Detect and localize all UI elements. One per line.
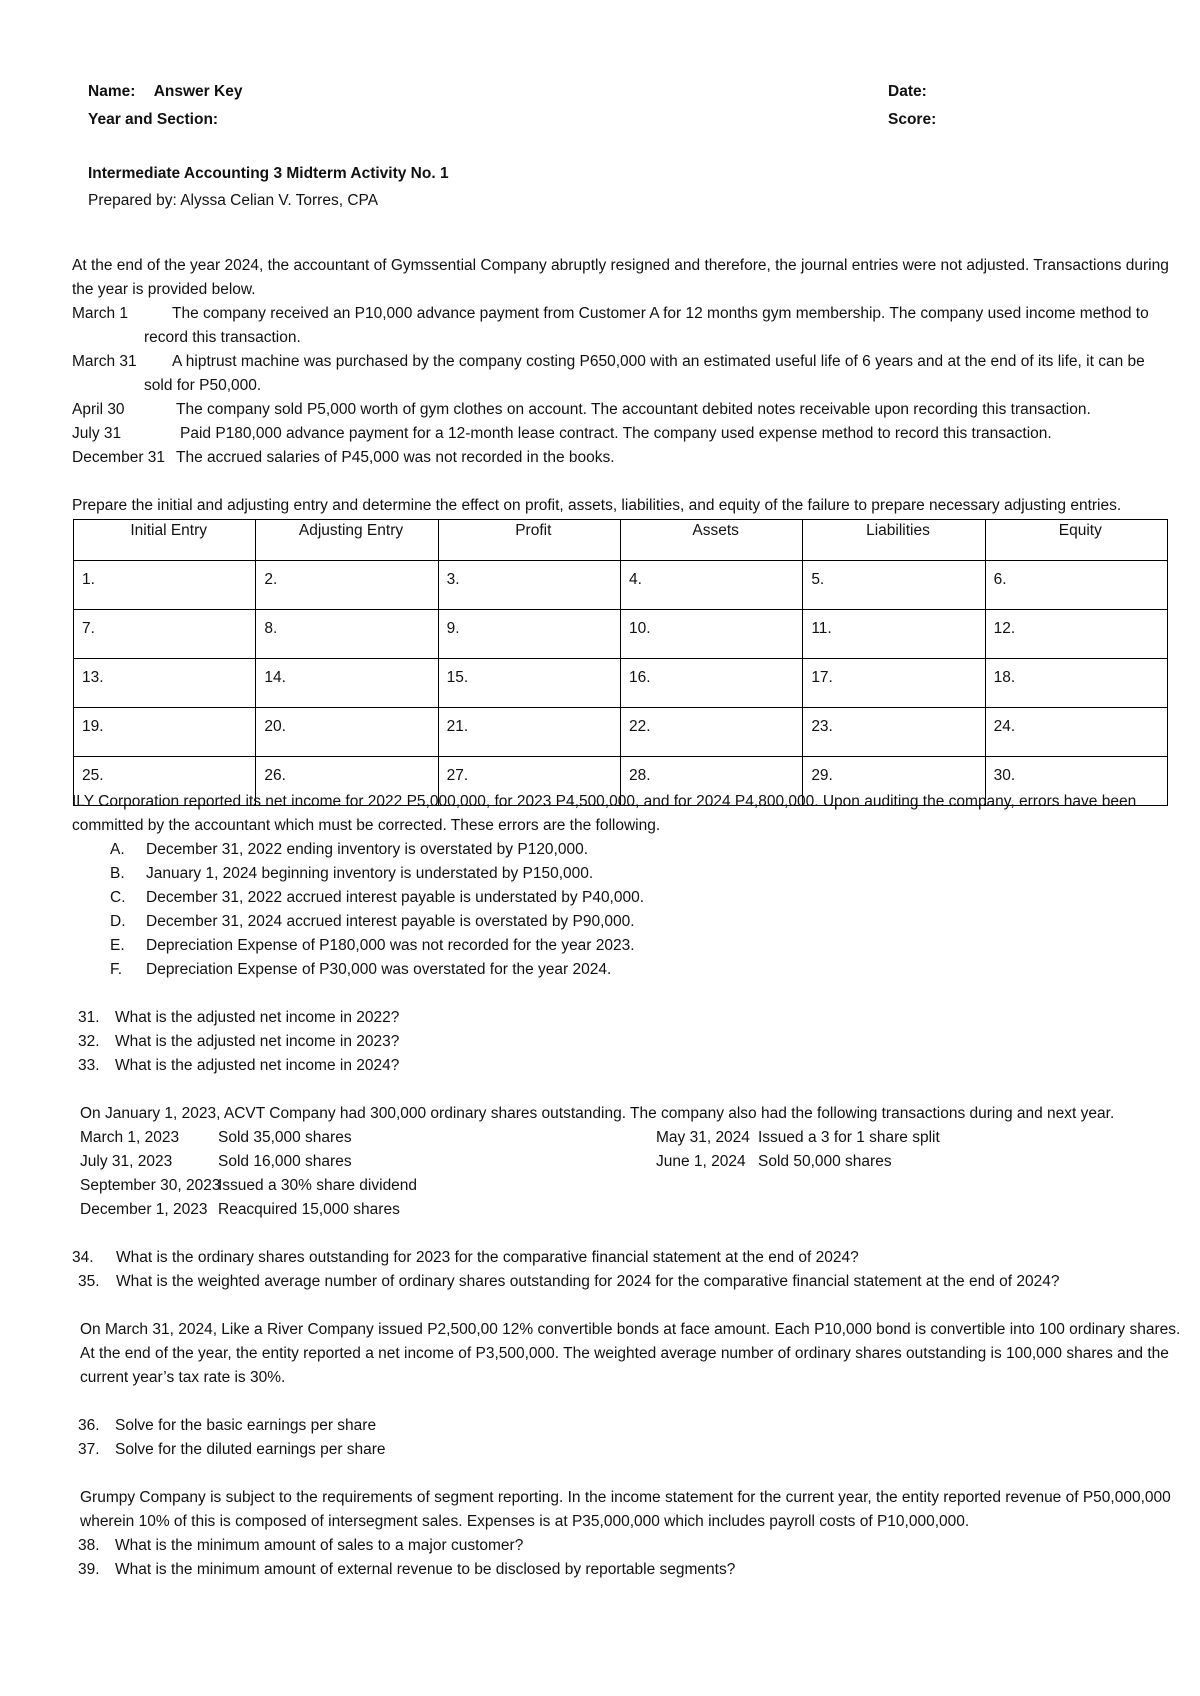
question-39: [78, 1558, 735, 1582]
answer-cell[interactable]: 10.: [620, 610, 802, 659]
question-34: [72, 1246, 859, 1270]
answer-table: [73, 519, 1168, 806]
header-initial-entry: Initial Entry: [74, 520, 256, 561]
error-letter: A.: [110, 841, 125, 858]
ily-line-2: committed by the accountant which must be corrected. These errors are the following.: [72, 817, 661, 834]
question-number: 33.: [78, 1057, 100, 1074]
question-text: What is the ordinary shares outstanding for 2023 for the comparative financial statement at the end of 2024?: [116, 1249, 859, 1266]
question-number: 38.: [78, 1537, 100, 1554]
acvt-transaction: [80, 1174, 417, 1198]
grumpy-line-2: wherein 10% of this is composed of intersegment sales. Expenses is at P35,000,000 which includes payroll costs of P10,000,000.: [80, 1513, 970, 1530]
prepared-by: Prepared by: Alyssa Celian V. Torres, CPA: [88, 192, 379, 209]
question-35: [78, 1270, 1060, 1294]
table-row: [74, 610, 1168, 659]
transaction-date: July 31: [72, 425, 122, 442]
question-number: 37.: [78, 1441, 100, 1458]
table-row: [74, 561, 1168, 610]
error-text: December 31, 2022 accrued interest payable is understated by P40,000.: [146, 889, 645, 906]
answer-cell[interactable]: 12.: [985, 610, 1167, 659]
transaction-5: [72, 446, 615, 470]
answer-cell[interactable]: 19.: [74, 708, 256, 757]
error-letter: F.: [110, 961, 123, 978]
list-item: [110, 934, 635, 958]
transaction-date: December 1, 2023: [80, 1201, 208, 1218]
acvt-transaction: [80, 1150, 352, 1174]
river-line-1: On March 31, 2024, Like a River Company issued P2,500,00 12% convertible bonds at face amount. Each P10,000 bond is convertible into 100 ordinary shares.: [80, 1321, 1181, 1338]
transaction-date: July 31, 2023: [80, 1153, 173, 1170]
transaction-text: Paid P180,000 advance payment for a 12-month lease contract. The company used expense method to record this transaction.: [180, 425, 1052, 442]
error-letter: D.: [110, 913, 126, 930]
table-instruction: Prepare the initial and adjusting entry and determine the effect on profit, assets, liabilities, and equity of the failure to prepare necessary adjusting entries.: [72, 497, 1122, 514]
name-line: [88, 80, 242, 104]
question-number: 35.: [78, 1273, 100, 1290]
answer-cell[interactable]: 25.: [74, 757, 256, 806]
river-line-2: At the end of the year, the entity reported a net income of P3,500,000. The weighted average number of ordinary shares outstanding is 100,000 shares and the: [80, 1345, 1169, 1362]
header-equity: Equity: [985, 520, 1167, 561]
year-section-label: Year and Section:: [88, 111, 219, 128]
answer-cell[interactable]: 4.: [620, 561, 802, 610]
error-text: December 31, 2024 accrued interest payable is overstated by P90,000.: [146, 913, 635, 930]
list-item: [110, 862, 593, 886]
answer-cell[interactable]: 21.: [438, 708, 620, 757]
question-text: Solve for the diluted earnings per share: [115, 1441, 386, 1458]
error-text: December 31, 2022 ending inventory is overstated by P120,000.: [146, 841, 589, 858]
acvt-transaction: [656, 1150, 892, 1174]
transaction-text: Reacquired 15,000 shares: [218, 1201, 400, 1218]
list-item: [110, 958, 611, 982]
answer-cell[interactable]: 24.: [985, 708, 1167, 757]
acvt-intro: On January 1, 2023, ACVT Company had 300,000 ordinary shares outstanding. The company also had the following transactions during and next year.: [80, 1105, 1115, 1122]
intro-line-1: At the end of the year 2024, the accountant of Gymssential Company abruptly resigned and therefore, the journal entries were not adjusted. Transactions during: [72, 257, 1169, 274]
intro-line-2: the year is provided below.: [72, 281, 256, 298]
answer-cell[interactable]: 8.: [256, 610, 438, 659]
acvt-transaction: [80, 1198, 400, 1222]
answer-cell[interactable]: 6.: [985, 561, 1167, 610]
error-text: January 1, 2024 beginning inventory is understated by P150,000.: [146, 865, 594, 882]
transaction-text: Sold 35,000 shares: [218, 1129, 352, 1146]
transaction-2: [72, 350, 1145, 374]
answer-cell[interactable]: 15.: [438, 659, 620, 708]
question-text: What is the adjusted net income in 2022?: [115, 1009, 400, 1026]
answer-cell[interactable]: 9.: [438, 610, 620, 659]
transaction-text: Sold 50,000 shares: [758, 1153, 892, 1170]
answer-cell[interactable]: 20.: [256, 708, 438, 757]
name-label: Name:: [88, 83, 136, 100]
question-text: Solve for the basic earnings per share: [115, 1417, 377, 1434]
header-liabilities: Liabilities: [803, 520, 985, 561]
header-profit: Profit: [438, 520, 620, 561]
answer-cell[interactable]: 1.: [74, 561, 256, 610]
acvt-transaction: [656, 1126, 940, 1150]
question-text: What is the minimum amount of external revenue to be disclosed by reportable segments?: [115, 1561, 736, 1578]
grumpy-line-1: Grumpy Company is subject to the requirements of segment reporting. In the income statement for the current year, the entity reported revenue of P50,000,000: [80, 1489, 1171, 1506]
transaction-text: Issued a 30% share dividend: [218, 1177, 418, 1194]
transaction-3: [72, 398, 1091, 422]
question-text: What is the adjusted net income in 2024?: [115, 1057, 400, 1074]
answer-cell[interactable]: 14.: [256, 659, 438, 708]
answer-cell[interactable]: 13.: [74, 659, 256, 708]
question-38: [78, 1534, 523, 1558]
question-text: What is the minimum amount of sales to a major customer?: [115, 1537, 524, 1554]
transaction-text: A hiptrust machine was purchased by the company costing P650,000 with an estimated useful life of 6 years and at the end of its life, it can be: [172, 353, 1145, 370]
transaction-date: March 31: [72, 353, 137, 370]
transaction-date: March 1: [72, 305, 128, 322]
list-item: [110, 910, 635, 934]
question-number: 34.: [72, 1249, 94, 1266]
question-37: [78, 1438, 386, 1462]
transaction-date: December 31: [72, 449, 166, 466]
score-label: Score:: [888, 111, 937, 128]
answer-cell[interactable]: 23.: [803, 708, 985, 757]
transaction-text: The company received an P10,000 advance payment from Customer A for 12 months gym membership. The company used income method to: [172, 305, 1149, 322]
acvt-transaction: [80, 1126, 352, 1150]
error-letter: C.: [110, 889, 126, 906]
transaction-text: Sold 16,000 shares: [218, 1153, 352, 1170]
question-text: What is the adjusted net income in 2023?: [115, 1033, 400, 1050]
transaction-4: [72, 422, 1052, 446]
river-line-3: current year’s tax rate is 30%.: [80, 1369, 286, 1386]
answer-cell[interactable]: 5.: [803, 561, 985, 610]
answer-cell[interactable]: 18.: [985, 659, 1167, 708]
question-text: What is the weighted average number of ordinary shares outstanding for 2024 for the comparative financial statement at the end of 2024?: [116, 1273, 1060, 1290]
answer-cell[interactable]: 7.: [74, 610, 256, 659]
answer-cell[interactable]: 26.: [256, 757, 438, 806]
transaction-date: April 30: [72, 401, 125, 418]
answer-cell[interactable]: 30.: [985, 757, 1167, 806]
transaction-text: The accrued salaries of P45,000 was not recorded in the books.: [176, 449, 615, 466]
question-number: 39.: [78, 1561, 100, 1578]
answer-cell[interactable]: 22.: [620, 708, 802, 757]
transaction-date: March 1, 2023: [80, 1129, 180, 1146]
date-label: Date:: [888, 83, 927, 100]
question-number: 32.: [78, 1033, 100, 1050]
question-32: [78, 1030, 399, 1054]
error-text: Depreciation Expense of P30,000 was overstated for the year 2024.: [146, 961, 612, 978]
table-header-row: [74, 520, 1168, 561]
answer-cell[interactable]: 3.: [438, 561, 620, 610]
name-value[interactable]: Answer Key: [153, 83, 243, 100]
table-row: [74, 659, 1168, 708]
question-33: [78, 1054, 399, 1078]
header-adjusting-entry: Adjusting Entry: [256, 520, 438, 561]
answer-cell[interactable]: 16.: [620, 659, 802, 708]
question-number: 36.: [78, 1417, 100, 1434]
error-text: Depreciation Expense of P180,000 was not recorded for the year 2023.: [146, 937, 635, 954]
answer-cell[interactable]: 27.: [438, 757, 620, 806]
transaction-1-cont: record this transaction.: [144, 329, 301, 346]
error-letter: B.: [110, 865, 125, 882]
transaction-date: June 1, 2024: [656, 1153, 746, 1170]
table-row: [74, 708, 1168, 757]
question-number: 31.: [78, 1009, 100, 1026]
page-title: Intermediate Accounting 3 Midterm Activity No. 1: [88, 165, 449, 182]
transaction-text: Issued a 3 for 1 share split: [758, 1129, 940, 1146]
list-item: [110, 886, 644, 910]
question-31: [78, 1006, 399, 1030]
answer-cell[interactable]: 2.: [256, 561, 438, 610]
header-assets: Assets: [620, 520, 802, 561]
answer-cell[interactable]: 29.: [803, 757, 985, 806]
question-36: [78, 1414, 376, 1438]
answer-cell[interactable]: 28.: [620, 757, 802, 806]
answer-cell[interactable]: 17.: [803, 659, 985, 708]
ily-line-1: ILY Corporation reported its net income for 2022 P5,000,000, for 2023 P4,500,000, and for 2024 P4,800,000. Upon auditing the company, errors have been: [72, 793, 1137, 810]
transaction-text: The company sold P5,000 worth of gym clothes on account. The accountant debited notes receivable upon recording this transaction.: [176, 401, 1091, 418]
transaction-date: September 30, 2023: [80, 1177, 221, 1194]
answer-cell[interactable]: 11.: [803, 610, 985, 659]
transaction-date: May 31, 2024: [656, 1129, 750, 1146]
transaction-1: [72, 302, 1149, 326]
error-letter: E.: [110, 937, 125, 954]
list-item: [110, 838, 588, 862]
transaction-2-cont: sold for P50,000.: [144, 377, 262, 394]
